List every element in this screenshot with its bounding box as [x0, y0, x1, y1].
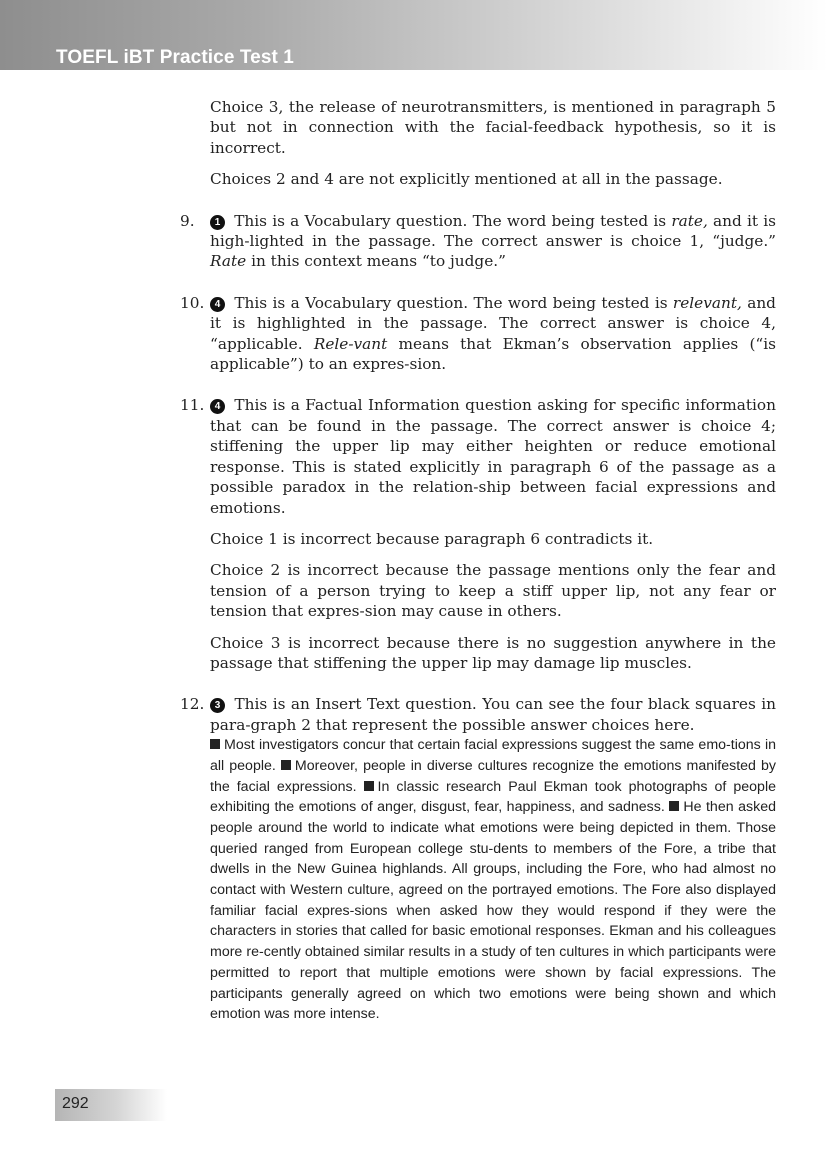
answer-badge-icon: 4 — [210, 297, 225, 312]
explanation-text — [210, 293, 776, 375]
answer-badge-icon: 1 — [210, 215, 225, 230]
question-number: 11. — [180, 396, 205, 415]
choice-2-note: Choice 2 is incorrect because the passage mentions only the fear and tension of a person trying to keep a stiff upper lip, not any fear or tension that expres-sion may cause in others. — [210, 561, 776, 621]
passage-sentence: Most investigators concur that certain facial expressions suggest the same emo-tions in all people. — [210, 737, 776, 774]
question-10-explanation — [180, 293, 776, 375]
question-number: 12. — [180, 695, 205, 714]
question-12-explanation — [180, 694, 776, 735]
text-run: means that Ekman’s observation applies (“is applicable”) to an expres-sion. — [210, 334, 776, 374]
answer-badge-icon: 3 — [210, 698, 225, 713]
text-run: This is an Insert Text question. You can see the four black squares in para-graph 2 that represent the possible answer choices here. — [210, 695, 776, 734]
insert-square-icon — [669, 801, 679, 811]
intro-paragraph-2: Choices 2 and 4 are not explicitly mentioned at all in the passage. — [210, 170, 723, 189]
question-number: 9. — [180, 211, 195, 230]
answer-explanations — [180, 97, 776, 1025]
intro-paragraph-1: Choice 3, the release of neurotransmitters, is mentioned in paragraph 5 but not in connection with the facial-feedback hypothesis, so it is incorrect. — [210, 98, 776, 157]
choice-1-note: Choice 1 is incorrect because paragraph 6 contradicts it. — [210, 529, 654, 548]
insert-square-icon — [281, 760, 291, 770]
text-run: and it is high-lighted in the passage. The correct answer is choice 1, “judge.” — [210, 211, 776, 251]
choice-3-note: Choice 3 is incorrect because there is no suggestion anywhere in the passage that stiffening the upper lip may damage lip muscles. — [210, 633, 776, 672]
question-11-explanation — [180, 395, 776, 673]
page-number: 292 — [62, 1095, 89, 1112]
text-run: in this context means “to judge.” — [246, 252, 506, 271]
passage-sentence: Moreover, people in diverse cultures recognize the emotions manifested by the facial expressions. — [210, 757, 777, 795]
insert-square-icon — [364, 781, 374, 791]
text-run: This is a Factual Information question asking for specific information that can be found in the passage. The correct answer is choice 4; stiffening the upper lip may either heighten or reduce emotional response. This is stated explicitly in paragraph 6 of the passage as a possible paradox in the relation-ship between facial expressions and emotions. — [210, 396, 776, 517]
running-header-title: TOEFL iBT Practice Test 1 — [56, 47, 294, 68]
italic-term: rate, — [671, 211, 708, 230]
text-run: This is a Vocabulary question. The word being tested is — [229, 211, 672, 230]
explanation-text — [210, 211, 776, 272]
explanation-text — [210, 395, 776, 517]
insert-square-icon — [210, 739, 220, 749]
passage-sentence: In classic research Paul Ekman took photographs of people exhibiting the emotions of anger, disgust, fear, happiness, and sadness. — [210, 778, 776, 816]
question-9-explanation — [180, 211, 776, 272]
explanation-text — [210, 694, 776, 735]
italic-term: relevant, — [672, 293, 742, 312]
text-run: and it is highlighted in the passage. The correct answer is choice 4, “applicable. — [210, 293, 776, 353]
italic-term: Rate — [210, 252, 247, 271]
passage-sentence: He then asked people around the world to indicate what emotions were being depicted in them. Those queried ranged from European college stu-dents to members of the Fore, a tribe that dwells in the New Guinea highlands. All groups, including the Fore, who had almost no contact with Western culture, agreed on the portrayed emotions. The Fore also displayed familiar facial expres-sions when asked how they would respond if they were the characters in stories that called for basic emotional responses. Ekman and his colleagues more re-cently obtained similar results in a study of ten cultures in which participants were permitted to report that multiple emotions were shown by facial expressions. The participants generally agreed on which two emotions were being shown and which emotion was more intense. — [210, 799, 776, 1023]
text-run: This is a Vocabulary question. The word being tested is — [229, 293, 673, 312]
insert-text-passage — [180, 735, 776, 1025]
italic-term: Rele-vant — [313, 334, 388, 353]
question-number: 10. — [180, 293, 205, 312]
answer-badge-icon: 4 — [210, 399, 225, 414]
